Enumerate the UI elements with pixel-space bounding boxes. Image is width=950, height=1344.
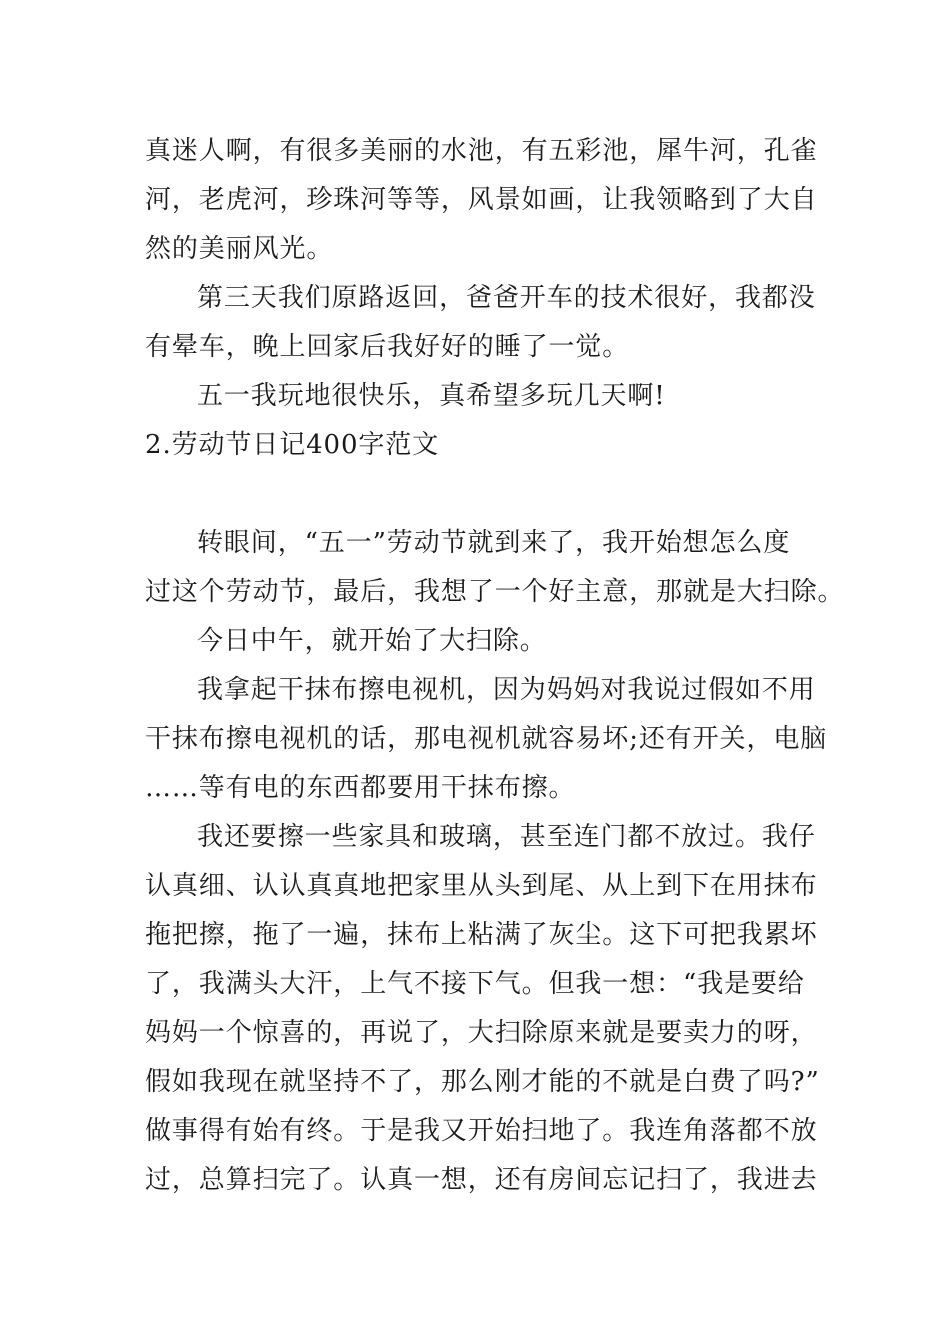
paragraph-start-line: 五一我玩地很快乐，真希望多玩几天啊!	[197, 381, 666, 411]
text-line: 有晕车，晚上回家后我好好的睡了一觉。	[145, 332, 630, 362]
text-line: 真迷人啊，有很多美丽的水池，有五彩池，犀牛河，孔雀	[145, 136, 818, 166]
text-line: 干抹布擦电视机的话，那电视机就容易坏;还有开关，电脑	[145, 724, 828, 754]
text-line: 认真细、认认真真地把家里从头到尾、从上到下在用抹布	[145, 871, 818, 901]
text-line: 拖把擦，拖了一遍，抹布上粘满了灰尘。这下可把我累坏	[145, 920, 818, 950]
text-line: 妈妈一个惊喜的，再说了，大扫除原来就是要卖力的呀，	[145, 1018, 818, 1048]
paragraph-start-line: 第三天我们原路返回，爸爸开车的技术很好，我都没	[197, 283, 816, 313]
text-line: 了，我满头大汗，上气不接下气。但我一想：“我是要给	[145, 969, 805, 999]
document-page	[145, 127, 845, 1205]
text-line: 假如我现在就坚持不了，那么刚才能的不就是白费了吗?”	[145, 1067, 820, 1097]
text-line: 做事得有始有终。于是我又开始扫地了。我连角落都不放	[145, 1116, 818, 1146]
paragraph-start-line: 转眼间，“五一”劳动节就到来了，我开始想怎么度	[197, 528, 791, 558]
blank-line	[145, 470, 810, 519]
paragraph-start-line: 我拿起干抹布擦电视机，因为妈妈对我说过假如不用	[197, 675, 816, 705]
section-heading: 2.劳动节日记400字范文	[145, 430, 440, 460]
text-line: 然的美丽风光。	[145, 234, 334, 264]
text-line: ……等有电的东西都要用干抹布擦。	[145, 773, 576, 803]
text-line: 河，老虎河，珍珠河等等，风景如画，让我领略到了大自	[145, 185, 818, 215]
text-line: 过这个劳动节，最后，我想了一个好主意，那就是大扫除。	[145, 577, 845, 607]
paragraph-start-line: 我还要擦一些家具和玻璃，甚至连门都不放过。我仔	[197, 822, 816, 852]
text-line: 过，总算扫完了。认真一想，还有房间忘记扫了，我进去	[145, 1165, 818, 1195]
paragraph-start-line: 今日中午，就开始了大扫除。	[197, 626, 547, 656]
